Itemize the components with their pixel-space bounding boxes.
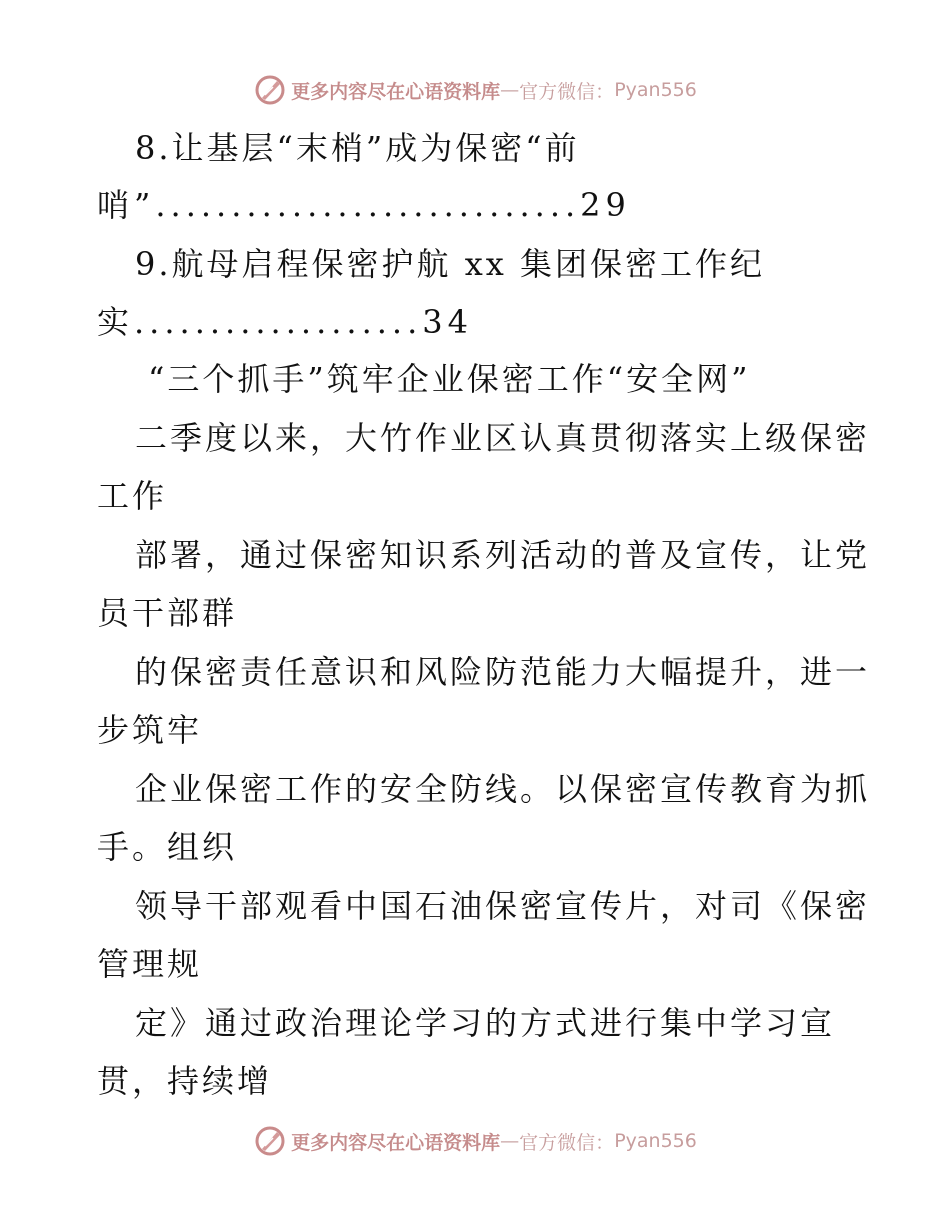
paragraph-line: 领导干部观看中国石油保密宣传片，对司《保密 xyxy=(135,887,871,925)
paragraph-line: 管理规 xyxy=(97,945,203,983)
paragraph-line: 手。组织 xyxy=(97,828,238,866)
paragraph-line: 工作 xyxy=(97,477,168,515)
watermark-dash: — xyxy=(500,79,520,101)
paragraph-line: 企业保密工作的安全防线。以保密宣传教育为抓 xyxy=(135,770,871,808)
paragraph-line: 的保密责任意识和风险防范能力大幅提升，进一 xyxy=(135,653,871,691)
watermark-wechat-id: Pyan556 xyxy=(614,1130,697,1152)
paragraph-line: 员干部群 xyxy=(97,594,238,632)
toc-entry-9-line1: 9.航母启程保密护航 xx 集团保密工作纪 xyxy=(135,245,765,283)
quill-logo-icon xyxy=(253,1124,287,1158)
watermark-dash: — xyxy=(500,1130,520,1152)
paragraph-line: 贯，持续增 xyxy=(97,1062,273,1100)
watermark-wechat-id: Pyan556 xyxy=(614,79,697,101)
footer-watermark xyxy=(0,1121,950,1161)
watermark-brand: 更多内容尽在心语资料库 xyxy=(291,80,501,103)
paragraph-line: 定》通过政治理论学习的方式进行集中学习宣 xyxy=(135,1004,836,1042)
paragraph-line: 步筑牢 xyxy=(97,711,203,749)
watermark-contact-label: 官方微信： xyxy=(519,1131,615,1154)
toc-entry-8-line1: 8.让基层“末梢”成为保密“前 xyxy=(135,129,580,167)
toc-entry-8-line2: 哨”............................29 xyxy=(97,186,631,224)
toc-entry-9-line2: 实...................34 xyxy=(97,303,473,341)
paragraph-line: 二季度以来，大竹作业区认真贯彻落实上级保密 xyxy=(135,419,871,457)
article-title: “三个抓手”筑牢企业保密工作“安全网” xyxy=(148,360,751,398)
watermark-contact-label: 官方微信： xyxy=(519,80,615,103)
paragraph-line: 部署，通过保密知识系列活动的普及宣传，让党 xyxy=(135,536,871,574)
watermark-brand: 更多内容尽在心语资料库 xyxy=(291,1131,501,1154)
